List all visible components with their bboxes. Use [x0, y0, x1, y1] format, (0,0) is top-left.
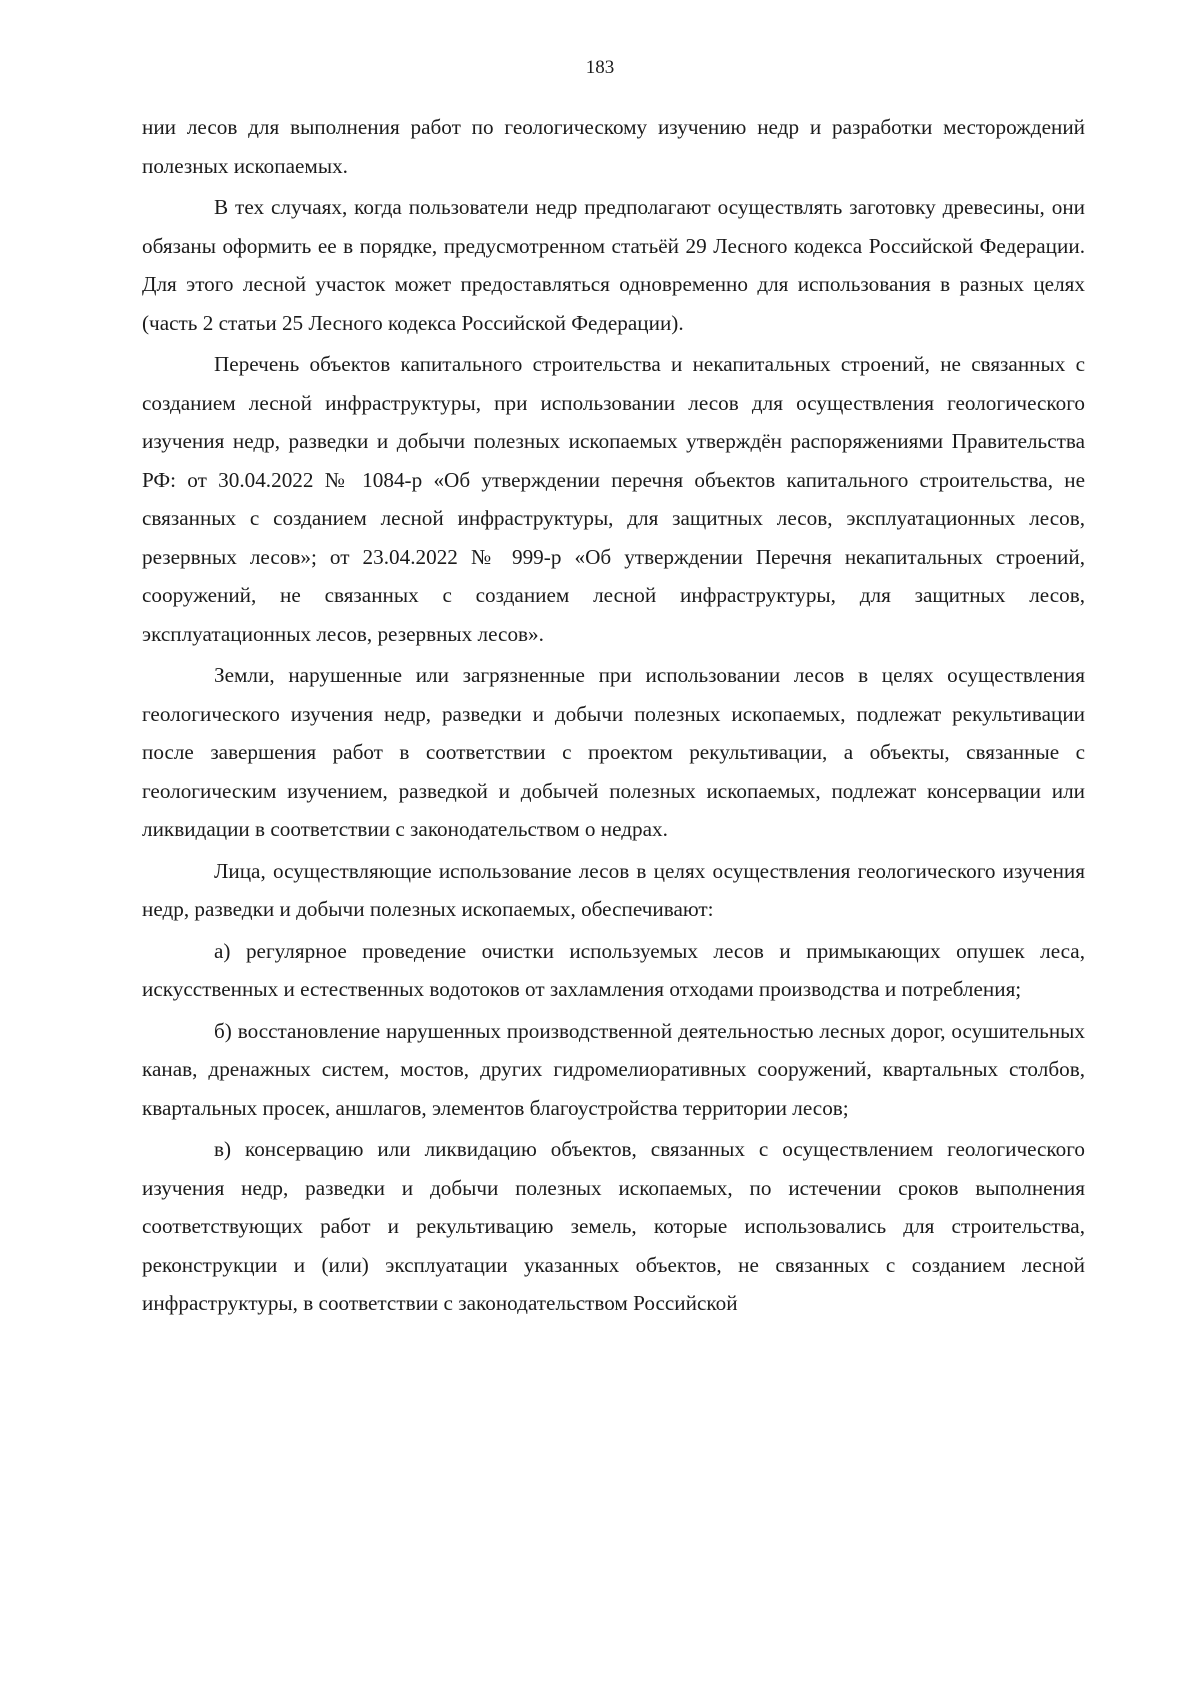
paragraph-item-b: б) восстановление нарушенных производственной деятельностью лесных дорог, осушительных канав, дренажных систем, мостов, других гидромелиоративных сооружений, квартальных столбов, квартальных просек, аншлагов, элементов благоустройства территории лесов; — [142, 1018, 1085, 1120]
paragraph-timber-harvesting: В тех случаях, когда пользователи недр предполагают осуществлять заготовку древесины, они обязаны оформить ее в порядке, предусмотренном статьёй 29 Лесного кодекса Российской Федерации. Для этого лесной участок может предоставляться одновременно для использования в разных целях (часть 2 статьи 25 Лесного кодекса Российской Федерации). — [142, 195, 1085, 335]
paragraph-land-reclamation: Земли, нарушенные или загрязненные при использовании лесов в целях осуществления геологического изучения недр, разведки и добычи полезных ископаемых, подлежат рекультивации после завершения работ в соответствии с проектом рекультивации, а объекты, связанные с геологическим изучением, разведкой и добычей полезных ископаемых, подлежат консервации или ликвидации в соответствии с законодательством о недрах. — [142, 663, 1085, 841]
paragraph-continuation: нии лесов для выполнения работ по геологическому изучению недр и разработки месторождений полезных ископаемых. — [142, 115, 1085, 178]
document-body — [142, 108, 1085, 1326]
paragraph-obligations-intro: Лица, осуществляющие использование лесов в целях осуществления геологического изучения недр, разведки и добычи полезных ископаемых, обеспечивают: — [142, 858, 1085, 921]
paragraph-item-c: в) консервацию или ликвидацию объектов, связанных с осуществлением геологического изучения недр, разведки и добычи полезных ископаемых, по истечении сроков выполнения соответствующих работ и рекультивацию земель, которые использовались для строительства, реконструкции и (или) эксплуатации указанных объектов, не связанных с созданием лесной инфраструктуры, в соответствии с законодательством Российской — [142, 1137, 1085, 1315]
paragraph-objects-list: Перечень объектов капитального строительства и некапитальных строений, не связанных с созданием лесной инфраструктуры, при использовании лесов для осуществления геологического изучения недр, разведки и добычи полезных ископаемых утверждён распоряжениями Правительства РФ: от 30.04.2022 № 1084-р «Об утверждении перечня объектов капитального строительства, не связанных с созданием лесной инфраструктуры, для защитных лесов, эксплуатационных лесов, резервных лесов»; от 23.04.2022 № 999-р «Об утверждении Перечня некапитальных строений, сооружений, не связанных с созданием лесной инфраструктуры, для защитных лесов, эксплуатационных лесов, резервных лесов». — [142, 352, 1085, 646]
paragraph-item-a: а) регулярное проведение очистки используемых лесов и примыкающих опушек леса, искусственных и естественных водотоков от захламления отходами производства и потребления; — [142, 938, 1085, 1001]
page-number: 183 — [585, 57, 615, 78]
